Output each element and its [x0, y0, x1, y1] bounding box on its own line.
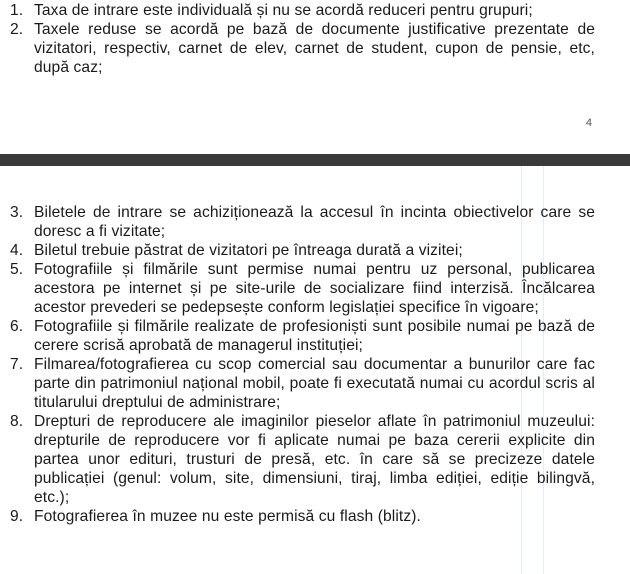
list-item [10, 317, 595, 355]
rules-list-bottom [10, 203, 595, 526]
item-text: Filmarea/fotografierea cu scop comercial sau documentar a bunurilor care fac parte din patrimoniul național mobil, poate fi executată numai cu acordul scris al titularului dreptului de administrare; [34, 356, 595, 411]
item-text: Fotografierea în muzee nu este permisă cu flash (blitz). [34, 508, 421, 525]
item-number: 7. [10, 356, 24, 373]
item-text: Biletele de intrare se achiziționează la accesul în incinta obiectivelor care se doresc a fi vizitate; [34, 204, 595, 240]
list-item [10, 20, 595, 77]
item-text: Fotografiile și filmările realizate de profesioniști sunt posibile numai pe bază de cerere scrisă aprobată de managerul instituției; [34, 318, 595, 354]
item-number: 9. [10, 508, 24, 525]
item-text: Biletul trebuie păstrat de vizitatori pe întreaga durată a vizitei; [34, 242, 463, 259]
rules-list-top [10, 1, 595, 77]
item-number: 8. [10, 413, 24, 430]
list-item [10, 355, 595, 412]
item-number: 6. [10, 318, 24, 335]
item-text: Taxa de intrare este individuală și nu se acordă reduceri pentru grupuri; [34, 2, 533, 19]
list-item [10, 412, 595, 507]
list-item [10, 1, 595, 20]
list-item [10, 241, 595, 260]
item-number: 4. [10, 242, 24, 259]
list-item [10, 507, 595, 526]
item-number: 3. [10, 204, 24, 221]
list-item [10, 203, 595, 241]
item-number: 5. [10, 261, 24, 278]
document-page-bottom [0, 166, 630, 574]
item-text: Taxele reduse se acordă pe bază de documente justificative prezentate de vizitatori, respectiv, carnet de elev, carnet de student, cupon de pensie, etc, după caz; [34, 21, 595, 76]
item-number: 2. [10, 21, 24, 38]
page-number: 4 [585, 117, 592, 129]
list-item [10, 260, 595, 317]
item-text: Fotografiile și filmările sunt permise numai pentru uz personal, publicarea acestora pe internet și pe site-urile de socializare fiind interzisă. Încălcarea acestor prevederi se pedepsește conform legislației specifice în vigoare; [34, 261, 595, 316]
document-page-top [0, 0, 630, 154]
page-separator [0, 154, 630, 166]
item-text: Drepturi de reproducere ale imaginilor pieselor aflate în patrimoniul muzeului: drepturile de reproducere vor fi aplicate numai pe baza cererii explicite din partea unor edituri, trusturi de presă, etc. în care să se precizeze datele publicației (genul: volum, site, dimensiuni, tiraj, limba ediției, ediție bilingvă, etc.); [34, 413, 595, 506]
item-number: 1. [10, 2, 24, 19]
